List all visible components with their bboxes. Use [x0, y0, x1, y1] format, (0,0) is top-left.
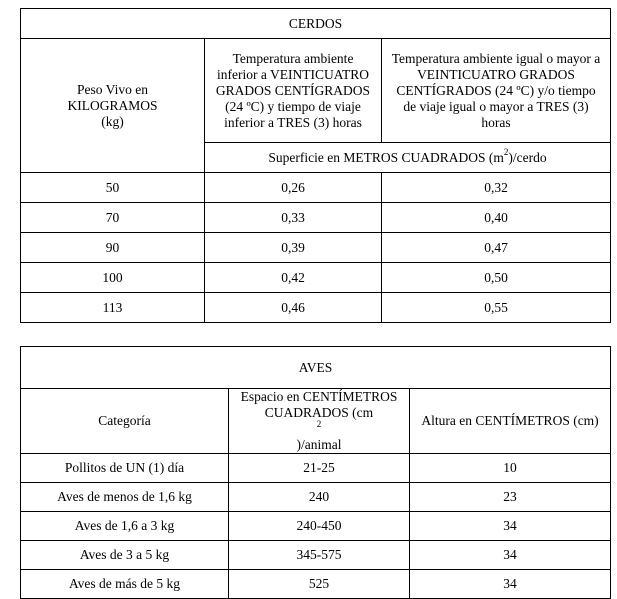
aves-space-header: [229, 389, 410, 454]
aves-space-cell: 525: [229, 570, 410, 599]
aves-title: AVES: [21, 347, 611, 389]
cerdos-high-cell: 0,32: [382, 173, 611, 203]
cerdos-high-cell: 0,50: [382, 263, 611, 293]
aves-category-header: Categoría: [21, 389, 229, 454]
table-row: [21, 233, 611, 263]
table-row: [21, 454, 611, 483]
aves-space-cell: 345-575: [229, 541, 410, 570]
cerdos-surface-text: Superficie en METROS CUADRADOS (m: [268, 149, 504, 165]
cerdos-high-temp-header-line: VEINTICUATRO GRADOS: [417, 66, 575, 82]
cerdos-header-row: [21, 39, 611, 143]
cerdos-weight-cell: 90: [21, 233, 205, 263]
cerdos-weight-cell: 50: [21, 173, 205, 203]
table-row: [21, 293, 611, 323]
aves-space-cell: 240-450: [229, 512, 410, 541]
table-row: [21, 512, 611, 541]
aves-space-header-unit: )/animal: [296, 437, 342, 452]
aves-category-cell: Aves de más de 5 kg: [21, 570, 229, 599]
cerdos-low-temp-header-line: (24 ºC) y tiempo de viaje: [225, 98, 361, 114]
aves-category-cell: Aves de 3 a 5 kg: [21, 541, 229, 570]
cerdos-high-temp-header: [382, 39, 611, 143]
cerdos-low-cell: 0,26: [205, 173, 382, 203]
cerdos-high-cell: 0,40: [382, 203, 611, 233]
aves-space-cell: 21-25: [229, 454, 410, 483]
cerdos-low-cell: 0,33: [205, 203, 382, 233]
aves-category-cell: Aves de 1,6 a 3 kg: [21, 512, 229, 541]
cerdos-weight-header-line: Peso Vivo en: [77, 81, 148, 97]
cerdos-table: [20, 8, 611, 323]
aves-category-cell: Pollitos de UN (1) día: [21, 454, 229, 483]
table-row: [21, 203, 611, 233]
cerdos-weight-header-line: KILOGRAMOS: [67, 97, 158, 113]
cerdos-high-temp-header-line: Temperatura ambiente igual o mayor a: [391, 50, 601, 66]
cerdos-weight-cell: 113: [21, 293, 205, 323]
cerdos-surface-unit: )/cerdo: [508, 149, 547, 165]
cerdos-high-cell: 0,55: [382, 293, 611, 323]
aves-table: [20, 346, 611, 599]
aves-height-header: Altura en CENTÍMETROS (cm): [410, 389, 611, 454]
cerdos-low-temp-header-line: GRADOS CENTÍGRADOS: [215, 82, 371, 98]
cerdos-title: CERDOS: [21, 9, 611, 39]
aves-height-cell: 34: [410, 570, 611, 599]
aves-category-cell: Aves de menos de 1,6 kg: [21, 483, 229, 512]
cerdos-low-temp-header-line: Temperatura ambiente: [232, 50, 354, 66]
table-row: [21, 173, 611, 203]
cerdos-surface-subheader: [205, 143, 611, 173]
cerdos-low-cell: 0,46: [205, 293, 382, 323]
aves-space-exponent: 2: [316, 418, 322, 429]
aves-space-header-line: [231, 405, 407, 453]
aves-height-cell: 10: [410, 454, 611, 483]
aves-height-cell: 34: [410, 512, 611, 541]
aves-space-header-line: Espacio en CENTÍMETROS: [240, 389, 398, 404]
table-row: [21, 263, 611, 293]
aves-header-row: [21, 389, 611, 454]
cerdos-low-cell: 0,42: [205, 263, 382, 293]
aves-space-cell: 240: [229, 483, 410, 512]
aves-title-row: [21, 347, 611, 389]
cerdos-surface-exponent: 2: [503, 147, 509, 157]
cerdos-title-row: [21, 9, 611, 39]
cerdos-high-temp-header-line: CENTÍGRADOS (24 ºC) y/o tiempo: [396, 82, 596, 98]
cerdos-weight-cell: 70: [21, 203, 205, 233]
table-row: [21, 483, 611, 512]
cerdos-weight-cell: 100: [21, 263, 205, 293]
cerdos-high-temp-header-line: de viaje igual o mayor a TRES (3): [403, 98, 589, 114]
cerdos-weight-header: [21, 39, 205, 173]
table-row: [21, 541, 611, 570]
aves-height-cell: 34: [410, 541, 611, 570]
cerdos-weight-header-line: (kg): [101, 113, 124, 129]
cerdos-high-cell: 0,47: [382, 233, 611, 263]
aves-space-header-text: CUADRADOS (cm: [264, 405, 374, 420]
cerdos-low-temp-header-line: inferior a TRES (3) horas: [224, 114, 362, 130]
table-row: [21, 570, 611, 599]
aves-height-cell: 23: [410, 483, 611, 512]
cerdos-low-temp-header: [205, 39, 382, 143]
cerdos-low-cell: 0,39: [205, 233, 382, 263]
cerdos-high-temp-header-line: horas: [481, 114, 511, 130]
cerdos-low-temp-header-line: inferior a VEINTICUATRO: [217, 66, 369, 82]
